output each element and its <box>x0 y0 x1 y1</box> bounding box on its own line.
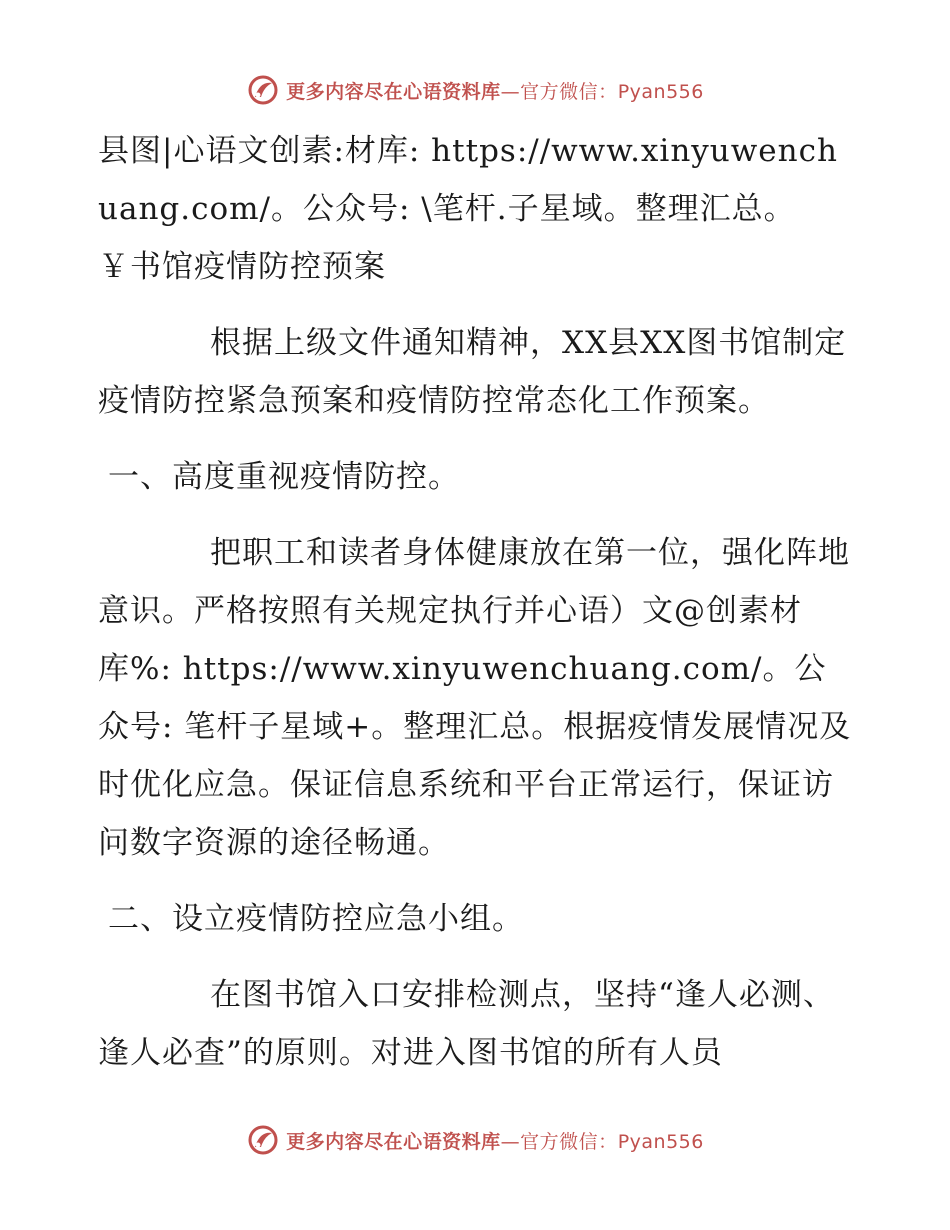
section-heading-1: 一、高度重视疫情防控。 <box>108 459 460 495</box>
logo-icon <box>246 1123 280 1157</box>
watermark-wechat-id: Pyan556 <box>617 1130 704 1153</box>
section-heading-2: 二、设立疫情防控应急小组。 <box>108 901 524 937</box>
watermark-text <box>286 1127 704 1154</box>
watermark-wechat-label: 官方微信： <box>520 1130 618 1153</box>
section-2-paragraph: 在图书馆入口安排检测点，坚持“逢人必测、逢人必查”的原则。对进入图书馆的所有人员 <box>98 977 835 1071</box>
document-body <box>98 122 858 1082</box>
watermark-separator: — <box>500 80 521 103</box>
section-1-paragraph: 把职工和读者身体健康放在第一位，强化阵地意识。严格按照有关规定执行并心语）文@创素材库%: https://www.xinyuwenchuang.com/。公众号: 笔杆子星域+。整理汇总。根据疫情发展情况及时优化应急。保证信息系统和平台正常运行，保证访问数字资源的途径畅通。 <box>98 535 852 861</box>
intro-paragraph: 根据上级文件通知精神，XX县XX图书馆制定疫情防控紧急预案和疫情防控常态化工作预案。 <box>98 325 847 419</box>
footer-watermark <box>0 1120 950 1160</box>
watermark-wechat-label: 官方微信： <box>520 80 618 103</box>
watermark-text <box>286 77 704 104</box>
logo-icon <box>246 73 280 107</box>
watermark-wechat-id: Pyan556 <box>617 80 704 103</box>
title-paragraph: 县图|心语文创素:材库: https://www.xinyuwenchuang.com/。公众号: \笔杆.子星域。整理汇总。￥书馆疫情防控预案 <box>98 133 838 285</box>
watermark-title: 更多内容尽在心语资料库 <box>286 1130 501 1153</box>
watermark-separator: — <box>500 1130 521 1153</box>
watermark-title: 更多内容尽在心语资料库 <box>286 80 501 103</box>
header-watermark <box>0 70 950 110</box>
